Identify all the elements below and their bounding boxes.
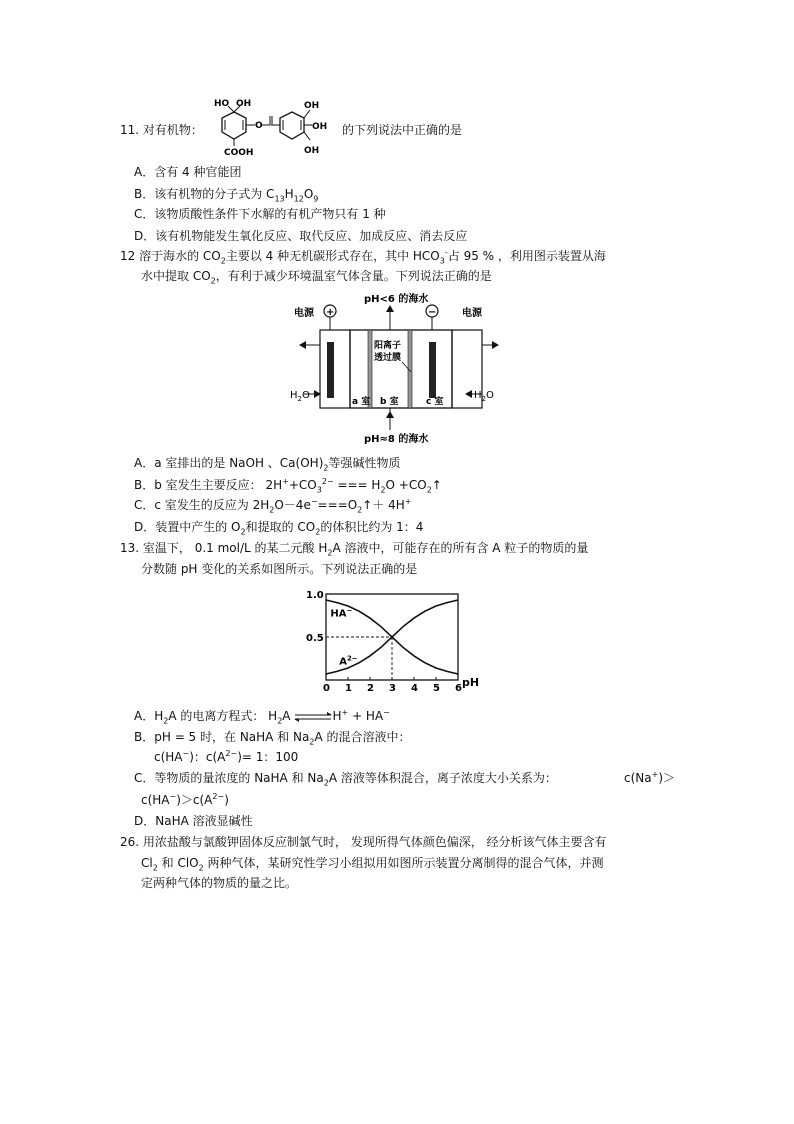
- q11-option-b: B．该有机物的分子式为 $C_{13}H_{12}O_9$: [134, 187, 319, 204]
- q12-fig-membrane-label: 阳离子: [374, 341, 402, 351]
- svg-text:透过膜: 透过膜: [374, 353, 402, 363]
- chart-x-tick-label: 1: [345, 683, 352, 694]
- q11-struct-oh2: OH: [304, 101, 320, 111]
- svg-text:+: +: [326, 307, 335, 318]
- q11-struct-o: O: [255, 121, 263, 131]
- q12-stem-line2: 水中提取 $CO_2$，有利于减少环境温室气体含量。下列说法正确的是: [141, 269, 492, 286]
- chart-x-tick-label: 4: [411, 683, 418, 694]
- q12-fig-bottom-label: pH≈8 的海水: [364, 434, 429, 445]
- q11-struct-oh4: OH: [304, 146, 320, 156]
- chart-y-tick-label: 0.5: [306, 633, 324, 644]
- q13-stem-line2: 分数随 pH 变化的关系如图所示。下列说法正确的是: [141, 562, 418, 576]
- q11-stem-suffix: 的下列说法中正确的是: [342, 123, 463, 137]
- q26-line1: 26. 用浓盐酸与氯酸钾固体反应制氯气时， 发现所得气体颜色偏深， 经分析该气体主要含有: [120, 835, 607, 849]
- equilibrium-arrow-icon: [291, 712, 333, 722]
- chart-x-axis-label: pH: [462, 676, 480, 689]
- q13-option-c-line1: C．等物质的量浓度的 NaHA 和 $Na_2A$ 溶液等体积混合，离子浓度大小关系为：: [134, 771, 557, 788]
- q26-line2: $Cl_2$ 和 ClO$_2$ 两种气体，某研究性学习小组拟用如图所示装置分离制得的混合气体，并测: [141, 856, 604, 873]
- chart-x-tick-label: 0: [323, 683, 330, 694]
- q12-stem-line1: 12 溶于海水的 $CO_2$主要以 4 种无机碳形式存在，其中 $HCO_3^-$占 95 % ，利用图示装置从海: [120, 248, 606, 266]
- q13-option-a: A．$H_2A$ 的电离方程式： $H_2A$ H+ + HA−: [134, 708, 390, 726]
- q12-electrolysis-diagram: [290, 290, 500, 445]
- chart-series-label-0: HA−: [330, 606, 353, 620]
- chart-x-tick-label: 3: [389, 683, 396, 694]
- q26-line3: 定两种气体的物质的量之比。: [141, 876, 298, 890]
- q12-fig-power-right: 电源: [462, 308, 482, 319]
- q12-option-d: D．装置中产生的 $O_2$和提取的 $CO_2$的体积比约为 1：4: [134, 520, 424, 537]
- q11-structure-diagram: [212, 98, 344, 160]
- q13-option-b-line2: c(HA−)：$c(A^{2-})= 1$：100: [154, 749, 299, 764]
- q12-fig-room-a: a 室: [352, 397, 371, 407]
- q11-stem-prefix: 11. 对有机物：: [120, 123, 203, 137]
- q11-struct-ho: HO: [214, 99, 230, 109]
- q11-option-a: A．含有 4 种官能团: [134, 165, 242, 179]
- q13-option-c-line1-right: c(Na+)＞: [624, 770, 675, 785]
- chart-x-tick-label: 2: [367, 683, 374, 694]
- q12-option-c: C．c 室发生的反应为 $2H_2O-4e^-===O_2↑+ 4H^+$: [134, 497, 412, 515]
- q13-option-d: D．NaHA 溶液显碱性: [134, 814, 253, 828]
- q11-struct-oh3: OH: [312, 122, 328, 132]
- q12-fig-h2o-right: $H_2O$: [474, 390, 494, 403]
- q11-struct-oh1: OH: [236, 99, 252, 109]
- q12-option-a: A．a 室排出的是 NaOH 、$Ca(OH)_2$等强碱性物质: [134, 456, 401, 473]
- q11-option-d: D．该有机物能发生氧化反应、取代反应、加成反应、消去反应: [134, 229, 468, 243]
- chart-series-label-1: $A^{2-}$: [339, 654, 358, 668]
- q13-option-b-line1: B．pH = 5 时，在 NaHA 和 $Na_2A$ 的混合溶液中：: [134, 730, 411, 747]
- q13-option-c-line2: $c(HA^-)>c(A^{2-})$: [141, 792, 229, 807]
- svg-text:−: −: [428, 307, 437, 318]
- q11-option-c: C．该物质酸性条件下水解的有机产物只有 1 种: [134, 207, 386, 221]
- q12-fig-top-label: pH<6 的海水: [364, 294, 429, 305]
- q12-fig-h2o-left: $H_2O$: [290, 390, 310, 403]
- chart-x-tick-label: 5: [433, 683, 440, 694]
- q11-struct-cooh: COOH: [224, 148, 254, 158]
- q12-fig-room-c: c 室: [426, 397, 444, 407]
- q12-fig-power-left: 电源: [294, 308, 314, 319]
- chart-y-tick-label: 1.0: [306, 590, 324, 601]
- q13-distribution-chart: [300, 584, 490, 696]
- q13-stem-line1: 13. 室温下， 0.1 mol/L 的某二元酸 $H_2A$ 溶液中，可能存在的所有含 A 粒子的物质的量: [120, 541, 589, 558]
- chart-x-tick-label: 6: [455, 683, 462, 694]
- q12-option-b: B．b 室发生主要反应： $2H^++CO_3^{2-}$ === $H_2O$ $+CO_2↑$: [134, 477, 442, 495]
- q12-fig-room-b: b 室: [380, 397, 399, 407]
